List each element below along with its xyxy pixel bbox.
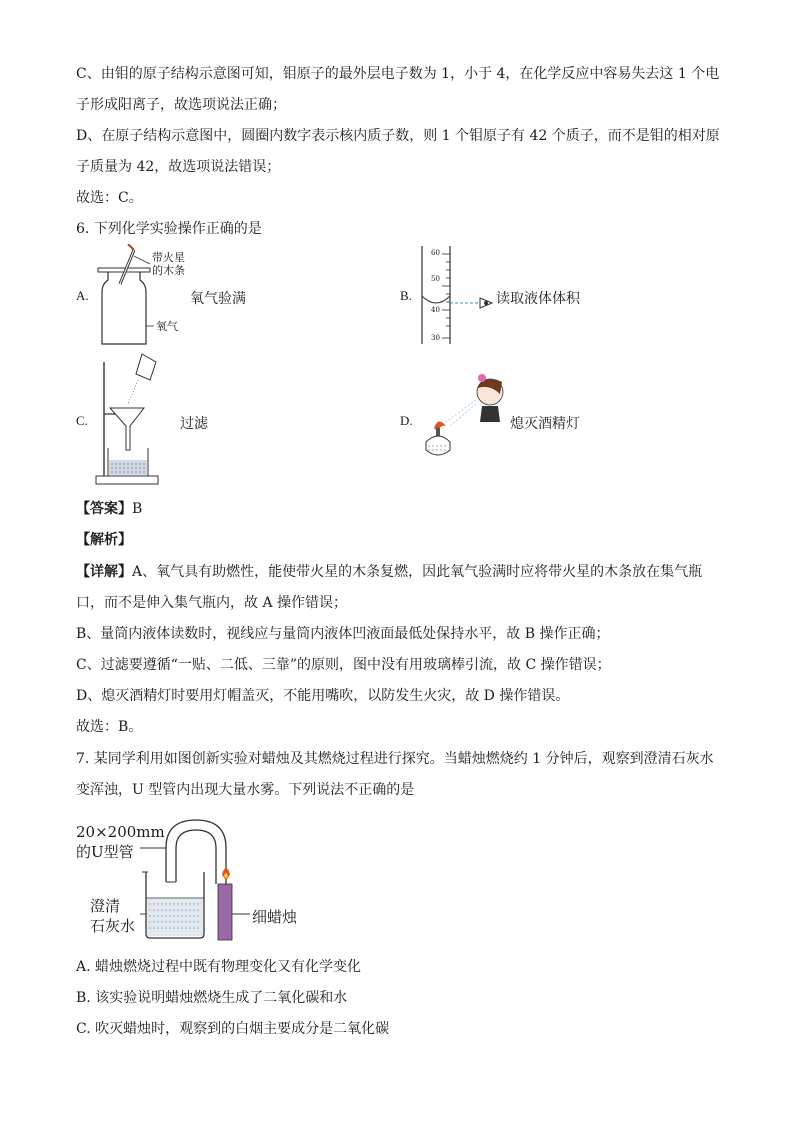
option-d-label: 熄灭酒精灯: [510, 416, 580, 432]
text-line: C、由钼的原子结构示意图可知，钼原子的最外层电子数为 1，小于 4，在化学反应中容易失去这 1 个电: [76, 66, 720, 82]
gas-label: 氧气: [156, 320, 178, 333]
tick-30: 30: [431, 334, 440, 342]
tick-60: 60: [431, 249, 440, 257]
q7-option-c: C. 吹灭蜡烛时，观察到的白烟主要成分是二氧化碳: [76, 1021, 390, 1037]
filtration-figure: [94, 352, 164, 486]
option-a-label: 氧气验满: [190, 291, 246, 307]
text-line: 故选：B。: [76, 719, 143, 735]
answer-line: [76, 499, 142, 519]
u-tube-label: 20×200mm 的U型管: [76, 823, 165, 861]
text-line: C、过滤要遵循“一贴、二低、三靠”的原则，图中没有用玻璃棒引流，故 C 操作错误；: [76, 657, 611, 673]
candle-label: 细蜡烛: [252, 908, 298, 926]
text-line: 口，而不是伸入集气瓶内，故 A 操作错误；: [76, 595, 348, 611]
detail-bracket: 【详解】: [76, 564, 132, 580]
answer-value: B: [132, 501, 143, 517]
tick-40: 40: [431, 306, 440, 314]
answer-bracket: 【答案】: [76, 501, 132, 517]
option-b-letter: B.: [400, 288, 412, 303]
text-line: D、在原子结构示意图中，圆圈内数字表示核内质子数，则 1 个钼原子有 42 个质子，而不是钼的相对原: [76, 128, 720, 144]
text-line: D、熄灭酒精灯时要用灯帽盖灭，不能用嘴吹，以防发生火灾，故 D 操作错误。: [76, 688, 570, 704]
stick-label: 带火星 的木条: [152, 251, 185, 277]
oxygen-check-figure: [94, 244, 204, 348]
option-c-letter: C.: [76, 413, 88, 428]
detail-line: [76, 562, 702, 582]
q7-option-a: A. 蜡烛燃烧过程中既有物理变化又有化学变化: [76, 959, 362, 975]
text-line: 子形成阳离子，故选项说法正确；: [76, 97, 286, 113]
text-line: B、量筒内液体读数时，视线应与量筒内液体凹液面最低处保持水平，故 B 操作正确；: [76, 626, 610, 642]
option-c-label: 过滤: [180, 416, 208, 432]
text-line: 故选：C。: [76, 190, 143, 206]
u-tube-candle-figure: [140, 812, 252, 944]
cylinder-reading-figure: [418, 246, 498, 346]
detail-text: A、氧气具有助燃性，能使带火星的木条复燃，因此氧气验满时应将带火星的木条放在集气瓶: [132, 564, 703, 580]
alcohol-lamp-figure: [416, 372, 510, 468]
q7-option-b: B. 该实验说明蜡烛燃烧生成了二氧化碳和水: [76, 990, 348, 1006]
limewater-label: 澄清 石灰水: [90, 897, 136, 935]
option-d-letter: D.: [400, 413, 413, 428]
question-6: 6. 下列化学实验操作正确的是: [76, 221, 262, 237]
option-b-label: 读取液体体积: [496, 291, 580, 307]
tick-50: 50: [431, 275, 440, 283]
question-7: 7. 某同学利用如图创新实验对蜡烛及其燃烧过程进行探究。当蜡烛燃烧约 1 分钟后，观察到澄清石灰水: [76, 751, 714, 767]
text-line: 子质量为 42，故选项说法错误；: [76, 159, 281, 175]
option-a-letter: A.: [76, 288, 89, 303]
analysis-heading: 【解析】: [76, 532, 132, 548]
question-7-cont: 变浑浊，U 型管内出现大量水雾。下列说法不正确的是: [76, 782, 415, 798]
